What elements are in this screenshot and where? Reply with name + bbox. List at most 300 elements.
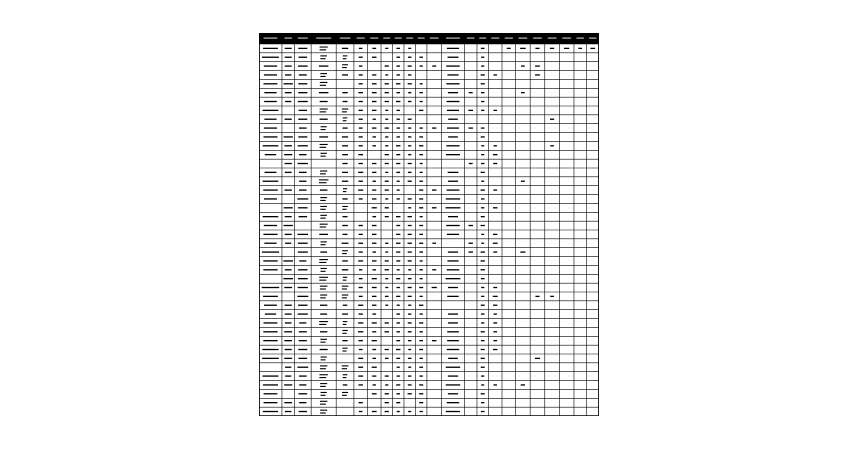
cell-glyphs [397,269,400,270]
cell-glyphs [373,384,376,385]
cell-glyphs [535,358,540,359]
cell-glyphs [264,119,276,120]
cell-glyphs [342,348,347,349]
cell-glyphs [408,65,412,66]
cell-glyphs [420,313,423,314]
cell-glyphs [342,206,348,207]
cell-glyphs [481,216,485,217]
cell-glyphs [493,251,497,252]
cell-glyphs [420,278,423,279]
cell-glyphs [397,119,400,120]
cell-glyphs [319,262,326,263]
cell-glyphs [408,296,412,297]
cell-glyphs [320,313,327,314]
cell-glyphs [420,260,423,261]
cell-glyphs [408,243,412,244]
cell-glyphs [372,278,377,279]
cell-glyphs [372,322,377,323]
cell-glyphs [284,402,292,403]
cell-glyphs [359,287,363,288]
cell-glyphs [299,74,307,75]
cell-glyphs [408,145,411,146]
cell-glyphs [481,411,485,412]
cell-glyphs [265,172,277,173]
cell-glyphs [320,49,327,50]
cell-glyphs [358,172,363,173]
cell-glyphs [493,207,497,208]
cell-glyphs [319,374,327,375]
cell-glyphs [372,101,377,102]
cell-glyphs [481,198,484,199]
cell-glyphs [320,294,327,295]
cell-glyphs [481,101,484,102]
cell-glyphs [359,145,363,146]
cell-glyphs [481,92,484,93]
cell-glyphs [493,305,497,306]
cell-glyphs [299,154,306,155]
cell-glyphs [320,368,326,369]
cell-glyphs [359,349,363,350]
column-header-glyphs [562,38,571,39]
cell-glyphs [481,83,485,84]
cell-glyphs [343,58,347,59]
cell-glyphs [320,331,327,332]
column-header-glyphs [395,38,402,39]
cell-glyphs [493,154,498,155]
cell-glyphs [481,331,485,332]
column-header-glyphs [491,38,499,39]
cell-glyphs [481,260,485,261]
cell-glyphs [396,57,400,58]
cell-glyphs [342,209,346,210]
cell-glyphs [262,358,279,359]
cell-glyphs [320,73,327,74]
cell-glyphs [396,154,400,155]
cell-glyphs [359,127,363,128]
cell-glyphs [372,313,376,314]
cell-glyphs [385,243,388,244]
cell-glyphs [420,101,423,102]
cell-glyphs [285,375,291,376]
cell-glyphs [359,225,363,226]
cell-glyphs [385,48,388,49]
cell-glyphs [408,331,412,332]
cell-glyphs [319,321,328,322]
cell-glyphs [493,189,497,190]
cell-glyphs [342,67,347,68]
cell-glyphs [263,48,278,49]
cell-glyphs [385,384,388,385]
cell-glyphs [320,82,328,83]
cell-glyphs [299,110,307,111]
cell-glyphs [419,287,423,288]
cell-glyphs [481,181,484,182]
cell-glyphs [408,83,412,84]
cell-glyphs [263,375,279,376]
cell-glyphs [285,322,292,323]
cell-glyphs [358,189,363,190]
cell-glyphs [342,294,348,295]
cell-glyphs [493,234,497,235]
cell-glyphs [397,92,400,93]
cell-glyphs [298,65,308,66]
column-header-glyphs [589,38,597,39]
cell-glyphs [298,269,307,270]
cell-glyphs [342,288,347,289]
cell-glyphs [297,296,308,297]
cell-glyphs [385,127,389,128]
cell-glyphs [408,127,411,128]
cell-glyphs [359,251,363,252]
cell-glyphs [494,145,497,146]
cell-glyphs [385,269,389,270]
cell-glyphs [396,349,400,350]
cell-glyphs [298,136,307,137]
cell-glyphs [320,170,327,171]
cell-glyphs [448,136,458,137]
cell-glyphs [264,225,277,226]
cell-glyphs [320,173,326,174]
column-header-glyphs [284,38,292,39]
cell-glyphs [285,216,292,217]
cell-glyphs [321,129,326,130]
cell-glyphs [298,305,307,306]
cell-glyphs [342,297,347,298]
cell-glyphs [396,225,400,226]
cell-glyphs [468,251,473,252]
cell-glyphs [447,340,459,341]
cell-glyphs [535,296,539,297]
cell-glyphs [408,172,412,173]
cell-glyphs [320,147,327,148]
cell-glyphs [396,384,400,385]
cell-glyphs [385,163,389,164]
cell-glyphs [448,287,458,288]
cell-glyphs [283,260,293,261]
cell-glyphs [320,401,327,402]
cell-glyphs [298,48,307,49]
cell-glyphs [284,358,292,359]
cell-glyphs [299,340,307,341]
cell-glyphs [320,383,327,384]
cell-glyphs [481,384,484,385]
cell-glyphs [299,411,307,412]
cell-glyphs [359,119,363,120]
cell-glyphs [408,234,412,235]
column-header-glyphs [370,38,378,39]
cell-glyphs [342,243,349,244]
cell-glyphs [396,145,400,146]
cell-glyphs [448,181,458,182]
cell-glyphs [446,198,460,199]
cell-glyphs [446,65,459,66]
column-header-glyphs [406,38,413,39]
cell-glyphs [342,154,348,155]
cell-glyphs [521,181,525,182]
cell-glyphs [385,154,389,155]
cell-glyphs [420,411,423,412]
cell-glyphs [285,367,291,368]
cell-glyphs [358,92,363,93]
cell-glyphs [342,172,348,173]
cell-glyphs [372,305,376,306]
cell-glyphs [342,48,348,49]
cell-glyphs [343,377,347,378]
cell-glyphs [372,181,376,182]
cell-glyphs [408,92,411,93]
cell-glyphs [359,296,363,297]
cell-glyphs [448,172,459,173]
cell-glyphs [343,321,348,322]
cell-glyphs [385,92,389,93]
cell-glyphs [299,172,307,173]
cell-glyphs [481,251,485,252]
cell-glyphs [262,57,279,58]
column-header-glyphs [479,38,486,39]
cell-glyphs [298,119,307,120]
cell-glyphs [285,243,291,244]
cell-glyphs [320,386,326,387]
cell-glyphs [320,404,326,405]
cell-glyphs [263,216,279,217]
cell-glyphs [493,340,497,341]
cell-glyphs [481,340,485,341]
cell-glyphs [264,243,276,244]
cell-glyphs [342,74,348,75]
cell-glyphs [420,65,423,66]
cell-glyphs [285,269,292,270]
cell-glyphs [420,358,423,359]
cell-glyphs [372,172,376,173]
cell-glyphs [397,331,400,332]
cell-glyphs [372,48,376,49]
cell-glyphs [446,367,460,368]
cell-glyphs [408,384,412,385]
cell-glyphs [285,119,292,120]
cell-glyphs [481,234,484,235]
cell-glyphs [372,189,376,190]
column-header-glyphs [505,38,513,39]
cell-glyphs [343,234,348,235]
cell-glyphs [343,305,347,306]
cell-glyphs [320,153,326,154]
cell-glyphs [447,260,458,261]
cell-glyphs [342,333,346,334]
cell-glyphs [321,356,327,357]
cell-glyphs [299,189,307,190]
cell-glyphs [263,260,277,261]
cell-glyphs [321,241,327,242]
cell-glyphs [397,110,400,111]
cell-glyphs [372,296,376,297]
cell-glyphs [342,286,349,287]
cell-glyphs [385,305,388,306]
cell-glyphs [320,305,327,306]
cell-glyphs [408,119,412,120]
cell-glyphs [342,225,348,226]
cell-glyphs [535,48,539,49]
cell-glyphs [320,58,325,59]
cell-glyphs [385,260,389,261]
column-header-glyphs [357,38,365,39]
cell-glyphs [285,163,292,164]
cell-glyphs [550,48,554,49]
cell-glyphs [299,322,306,323]
cell-glyphs [447,189,460,190]
cell-glyphs [343,188,347,189]
cell-glyphs [397,127,400,128]
cell-glyphs [372,110,376,111]
cell-glyphs [265,313,276,314]
cell-glyphs [419,402,423,403]
cell-glyphs [342,163,347,164]
cell-glyphs [408,251,412,252]
cell-glyphs [298,207,308,208]
cell-glyphs [343,101,348,102]
cell-glyphs [263,411,278,412]
cell-glyphs [432,207,437,208]
cell-glyphs [535,74,540,75]
cell-glyphs [358,154,363,155]
cell-glyphs [285,313,292,314]
cell-glyphs [419,198,423,199]
cell-glyphs [319,259,328,260]
cell-glyphs [385,181,389,182]
cell-glyphs [320,288,326,289]
cell-glyphs [320,108,328,109]
cell-glyphs [372,331,376,332]
cell-glyphs [263,322,277,323]
cell-glyphs [468,127,472,128]
cell-glyphs [481,163,484,164]
cell-glyphs [493,322,497,323]
cell-glyphs [320,339,327,340]
cell-glyphs [408,393,412,394]
cell-glyphs [432,65,436,66]
cell-glyphs [263,331,277,332]
cell-glyphs [321,395,326,396]
cell-glyphs [396,402,400,403]
cell-glyphs [448,119,458,120]
cell-glyphs [385,331,389,332]
cell-glyphs [299,384,306,385]
cell-glyphs [320,197,327,198]
cell-glyphs [320,215,327,216]
cell-glyphs [446,411,460,412]
cell-glyphs [481,367,485,368]
cell-glyphs [359,101,363,102]
cell-glyphs [493,163,497,164]
cell-glyphs [372,83,377,84]
cell-glyphs [397,181,400,182]
cell-glyphs [419,349,423,350]
cell-glyphs [285,349,292,350]
cell-glyphs [298,234,309,235]
cell-glyphs [385,145,388,146]
cell-glyphs [446,207,461,208]
cell-glyphs [385,358,389,359]
cell-glyphs [469,92,473,93]
cell-glyphs [359,313,363,314]
cell-glyphs [320,156,325,157]
cell-glyphs [319,182,327,183]
cell-glyphs [419,110,423,111]
cell-glyphs [263,296,278,297]
cell-glyphs [468,110,473,111]
cell-glyphs [320,101,328,102]
cell-glyphs [419,57,423,58]
cell-glyphs [342,269,348,270]
cell-glyphs [263,384,278,385]
cell-glyphs [321,244,326,245]
cell-glyphs [284,154,292,155]
cell-glyphs [262,251,279,252]
cell-glyphs [481,172,485,173]
cell-glyphs [342,330,347,331]
cell-glyphs [396,74,400,75]
cell-glyphs [342,92,347,93]
cell-glyphs [298,83,307,84]
cell-glyphs [396,278,400,279]
cell-glyphs [343,120,347,121]
cell-glyphs [320,251,327,252]
cell-glyphs [419,181,423,182]
cell-glyphs [550,119,554,120]
cell-glyphs [320,218,325,219]
cell-glyphs [385,207,389,208]
cell-glyphs [284,331,292,332]
cell-glyphs [342,181,348,182]
cell-glyphs [385,119,388,120]
cell-glyphs [420,296,423,297]
cell-glyphs [481,136,485,137]
cell-glyphs [284,83,293,84]
column-header-glyphs [533,38,542,39]
cell-glyphs [385,349,389,350]
cell-glyphs [319,277,328,278]
cell-glyphs [419,225,423,226]
cell-glyphs [481,269,485,270]
cell-glyphs [298,349,307,350]
cell-glyphs [481,243,484,244]
cell-glyphs [396,136,400,137]
column-header-glyphs [264,38,278,39]
cell-glyphs [494,110,497,111]
cell-glyphs [420,127,423,128]
cell-glyphs [320,111,326,112]
cell-glyphs [372,74,376,75]
cell-glyphs [448,375,458,376]
cell-glyphs [298,393,307,394]
cell-glyphs [299,127,307,128]
cell-glyphs [320,144,328,145]
cell-glyphs [298,145,308,146]
cell-glyphs [358,367,363,368]
cell-glyphs [285,101,291,102]
cell-glyphs [408,340,411,341]
cell-glyphs [320,46,328,47]
cell-glyphs [299,181,306,182]
cell-glyphs [408,57,412,58]
cell-glyphs [396,393,400,394]
cell-glyphs [372,234,376,235]
cell-glyphs [408,181,412,182]
cell-glyphs [481,349,485,350]
cell-glyphs [521,92,525,93]
cell-glyphs [385,172,388,173]
cell-glyphs [419,322,423,323]
cell-glyphs [408,154,411,155]
